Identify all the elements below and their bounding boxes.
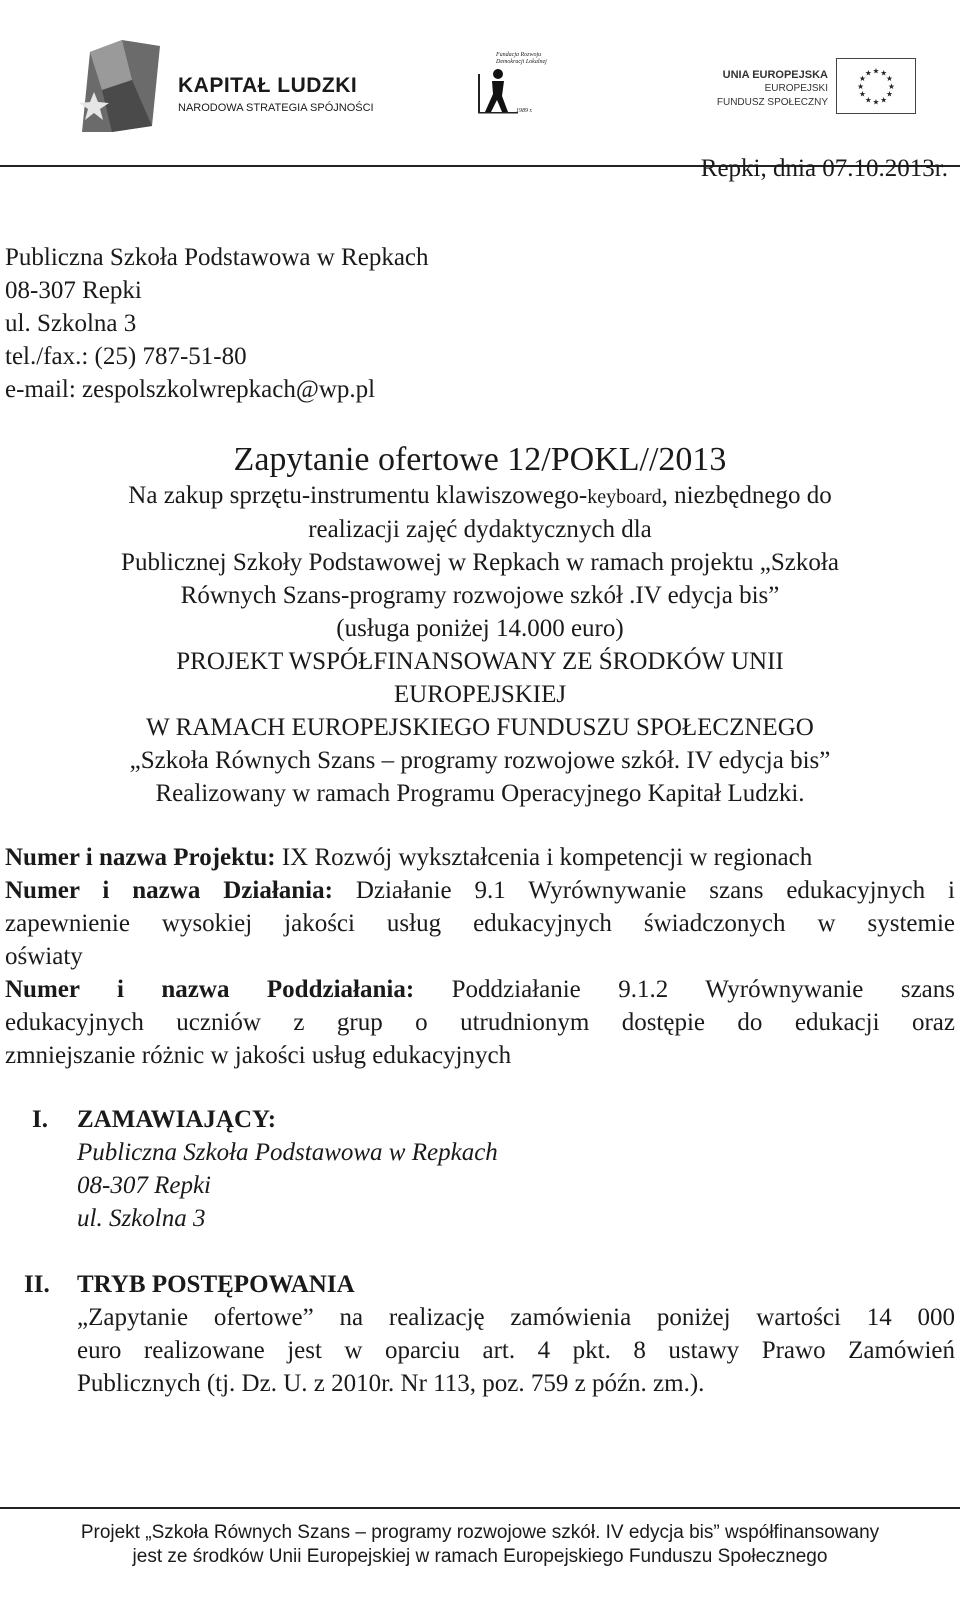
kapital-ludzki-logo — [60, 40, 374, 135]
kapital-ludzki-title: KAPITAŁ LUDZKI — [178, 74, 358, 97]
subject-line: „Szkoła Równych Szans – programy rozwojowe szkół. IV edycja bis” — [129, 747, 831, 774]
sender-line: ul. Szkolna 3 — [5, 310, 137, 337]
svg-text:★: ★ — [887, 81, 895, 91]
date-line: Repki, dnia 07.10.2013r. — [700, 155, 948, 182]
subject-line: Na zakup sprzętu-instrumentu klawiszowego-keyboard, niezbędnego do — [128, 482, 832, 509]
action-line: zapewnienie wysokiej jakości usług edukacyjnych świadczonych w systemie — [5, 910, 955, 937]
kapital-ludzki-subtitle: NARODOWA STRATEGIA SPÓJNOŚCI — [178, 102, 374, 114]
procedure-line: Publicznych (tj. Dz. U. z 2010r. Nr 113, poz. 759 z późn. zm.). — [77, 1370, 705, 1397]
eu-flag-stars-icon — [836, 58, 916, 114]
svg-text:★: ★ — [864, 68, 872, 78]
subaction-line: edukacyjnych uczniów z grup o utrudnionym dostępie do edukacji oraz — [5, 1009, 955, 1036]
sender-email: e-mail: zespolszkolwrepkach@wp.pl — [5, 376, 376, 403]
svg-text:★: ★ — [880, 68, 888, 78]
svg-text:★: ★ — [859, 74, 866, 84]
subject-line: W RAMACH EUROPEJSKIEGO FUNDUSZU SPOŁECZNEGO — [146, 714, 814, 741]
svg-text:★: ★ — [886, 89, 893, 99]
sender-line: Publiczna Szkoła Podstawowa w Repkach — [5, 244, 429, 271]
svg-text:★: ★ — [857, 81, 865, 91]
svg-text:★: ★ — [872, 66, 880, 76]
subject-line: (usługa poniżej 14.000 euro) — [336, 615, 624, 642]
subject-line: PROJEKT WSPÓŁFINANSOWANY ZE ŚRODKÓW UNII — [176, 648, 784, 675]
footer-line: jest ze środków Unii Europejskiej w ramach Europejskiego Funduszu Społecznego — [132, 1546, 828, 1567]
buyer-line: ul. Szkolna 3 — [77, 1205, 206, 1232]
project-line: Numer i nazwa Projektu: IX Rozwój wykształcenia i kompetencji w regionach — [5, 844, 813, 871]
section-number: II. — [24, 1271, 50, 1298]
procedure-line: euro realizowane jest w oparciu art. 4 pkt. 8 ustawy Prawo Zamówień — [77, 1337, 955, 1364]
kapital-ludzki-emblem-icon — [72, 40, 160, 132]
subject-line: Realizowany w ramach Programu Operacyjnego Kapitał Ludzki. — [155, 780, 805, 807]
section-heading: ZAMAWIAJĄCY: — [77, 1106, 277, 1133]
fundacja-year: 1989 r. — [516, 108, 533, 114]
svg-text:★: ★ — [886, 74, 893, 84]
buyer-line: Publiczna Szkoła Podstawowa w Repkach — [77, 1139, 498, 1166]
eu-logo — [708, 58, 918, 118]
section-number: I. — [32, 1106, 48, 1133]
buyer-line: 08-307 Repki — [77, 1172, 211, 1199]
footer-rule — [0, 1507, 960, 1509]
sender-line: tel./fax.: (25) 787-51-80 — [5, 343, 247, 370]
subject-line: Publicznej Szkoły Podstawowej w Repkach w ramach projektu „Szkoła — [121, 549, 839, 576]
subaction-line: Numer i nazwa Poddziałania: Poddziałanie 9.1.2 Wyrównywanie szans — [5, 976, 955, 1003]
subject-line: Równych Szans-programy rozwojowe szkół .IV edycja bis” — [180, 582, 780, 609]
procedure-line: „Zapytanie ofertowe” na realizację zamówienia poniżej wartości 14 000 — [77, 1304, 955, 1331]
sender-line: 08-307 Repki — [5, 277, 142, 304]
svg-text:★: ★ — [864, 95, 872, 105]
svg-text:★: ★ — [880, 95, 888, 105]
svg-text:★: ★ — [872, 97, 880, 107]
fundacja-text: Fundacja Rozwoju Demokracji Lokalnej — [496, 52, 547, 65]
action-line: oświaty — [5, 943, 83, 970]
fundacja-logo — [478, 52, 558, 118]
action-line: Numer i nazwa Działania: Działanie 9.1 Wyrównywanie szans edukacyjnych i — [5, 877, 955, 904]
walking-figure-icon — [478, 66, 518, 114]
eu-logo-text: UNIA EUROPEJSKA EUROPEJSKI FUNDUSZ SPOŁECZNY — [716, 69, 828, 108]
svg-text:★: ★ — [859, 89, 866, 99]
subaction-line: zmniejszanie różnic w jakości usług edukacyjnych — [5, 1042, 512, 1069]
page-title: Zapytanie ofertowe 12/POKL//2013 — [233, 441, 727, 478]
footer-line: Projekt „Szkoła Równych Szans – programy rozwojowe szkół. IV edycja bis” współfinansowany — [80, 1522, 880, 1543]
section-heading: TRYB POSTĘPOWANIA — [77, 1271, 355, 1298]
subject-line: realizacji zajęć dydaktycznych dla — [308, 516, 652, 543]
subject-line: EUROPEJSKIEJ — [393, 681, 567, 708]
